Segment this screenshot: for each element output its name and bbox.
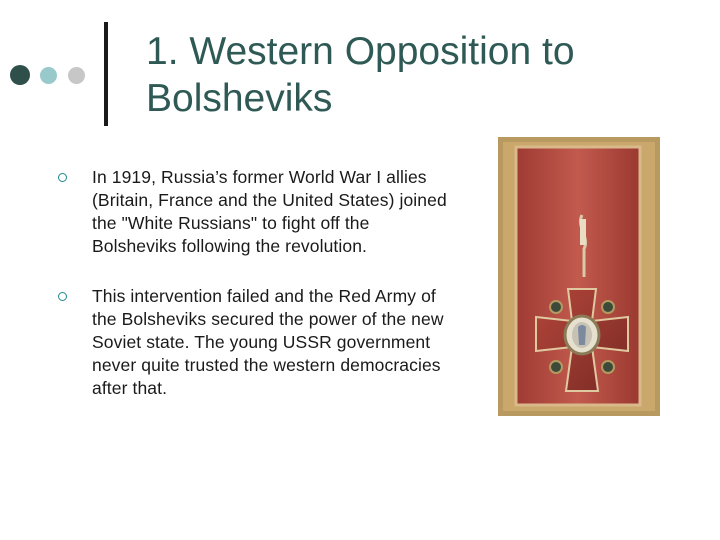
bullet-text: This intervention failed and the Red Army of the Bolsheviks secured the power of the new Soviet state. The young USSR government never quite trusted the western democracies after that. [92,286,444,398]
bullet-circle-icon [58,173,67,182]
decor-dot-teal [40,67,57,84]
decor-dot-dark [10,65,30,85]
title-divider [104,22,108,126]
bullet-circle-icon [58,292,67,301]
slide-title: 1. Western Opposition to Bolsheviks [146,30,575,120]
decor-dot-gray [68,67,85,84]
bullet-item [58,285,448,400]
bullet-text: In 1919, Russia’s former World War I allies (Britain, France and the United States) joined the "White Russians" to fight off the Bolsheviks following the revolution. [92,167,447,256]
medal-photo [498,137,660,416]
bullet-list [58,166,448,427]
bullet-item [58,166,448,258]
